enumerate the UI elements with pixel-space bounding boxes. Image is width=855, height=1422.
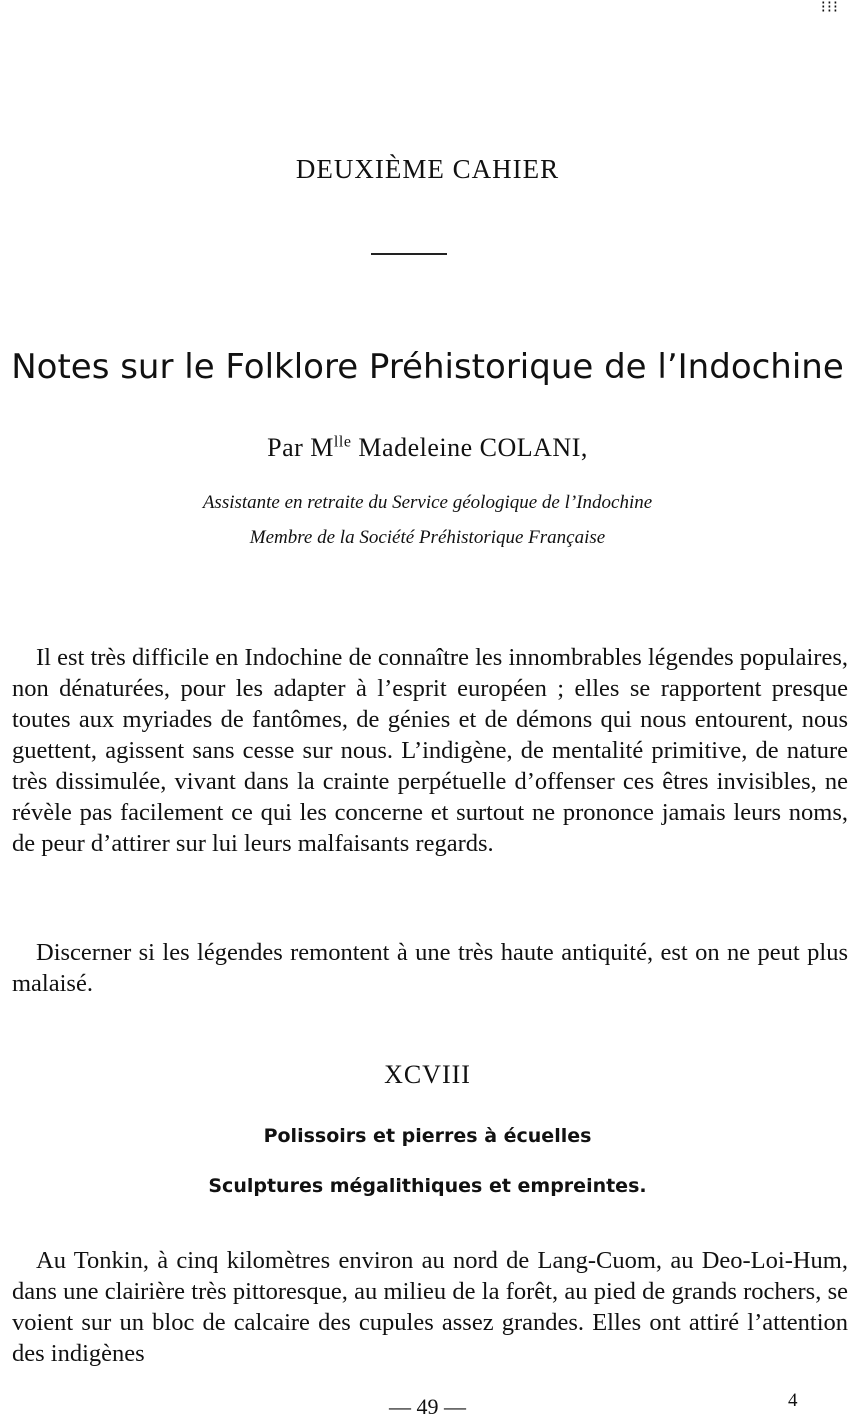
- signature-mark: 4: [788, 1390, 798, 1411]
- affiliation-1: Assistante en retraite du Service géologique de l’Indochine: [202, 492, 653, 513]
- intro-paragraph-1: Il est très difficile en Indochine de connaître les innombrables légendes populaires, non dénaturées, pour les adapter à l’esprit européen ; elles se rapportent presque toutes aux myriades de fantômes, de génies et de démons qui nous entourent, nous guettent, agissent sans cesse sur nous. L’indigène, de mentalité primitive, de nature très dissimulée, vivant dans la crainte perpétuelle d’offenser ces êtres invisibles, ne révèle pas facilement ce qui les concerne et surtout ne prononce jamais leurs noms, de peur d’attirer sur lui leurs malfaisants regards.: [12, 644, 848, 857]
- corner-mark: ⁝⁝⁝: [820, 0, 839, 16]
- affiliation-2: Membre de la Société Préhistorique Française: [249, 527, 606, 548]
- article-title: Notes sur le Folklore Préhistorique de l’Indochine: [11, 347, 844, 387]
- section-paragraph: Au Tonkin, à cinq kilomètres environ au nord de Lang-Cuom, au Deo-Loi-Hum, dans une clairière très pittoresque, au milieu de la forêt, au pied de grands rochers, se voient sur un bloc de calcaire des cupules assez grandes. Elles ont attiré l’attention des indigènes: [12, 1247, 848, 1367]
- author-prefix: Par M: [267, 433, 334, 462]
- divider-rule: [371, 253, 447, 255]
- cahier-heading: DEUXIÈME CAHIER: [295, 154, 560, 184]
- section-subtitle-2: Sculptures mégalithiques et empreintes.: [208, 1175, 647, 1197]
- page-number: — 49 —: [389, 1394, 466, 1419]
- author-title-sup: lle: [333, 433, 352, 451]
- section-number: XCVIII: [384, 1060, 471, 1089]
- intro-paragraph-2: Discerner si les légendes remontent à une très haute antiquité, est on ne peut plus malaisé.: [12, 939, 848, 997]
- author-line: [0, 433, 855, 463]
- author-name: Madeleine COLANI,: [358, 433, 588, 462]
- section-subtitle-1: Polissoirs et pierres à écuelles: [263, 1125, 592, 1147]
